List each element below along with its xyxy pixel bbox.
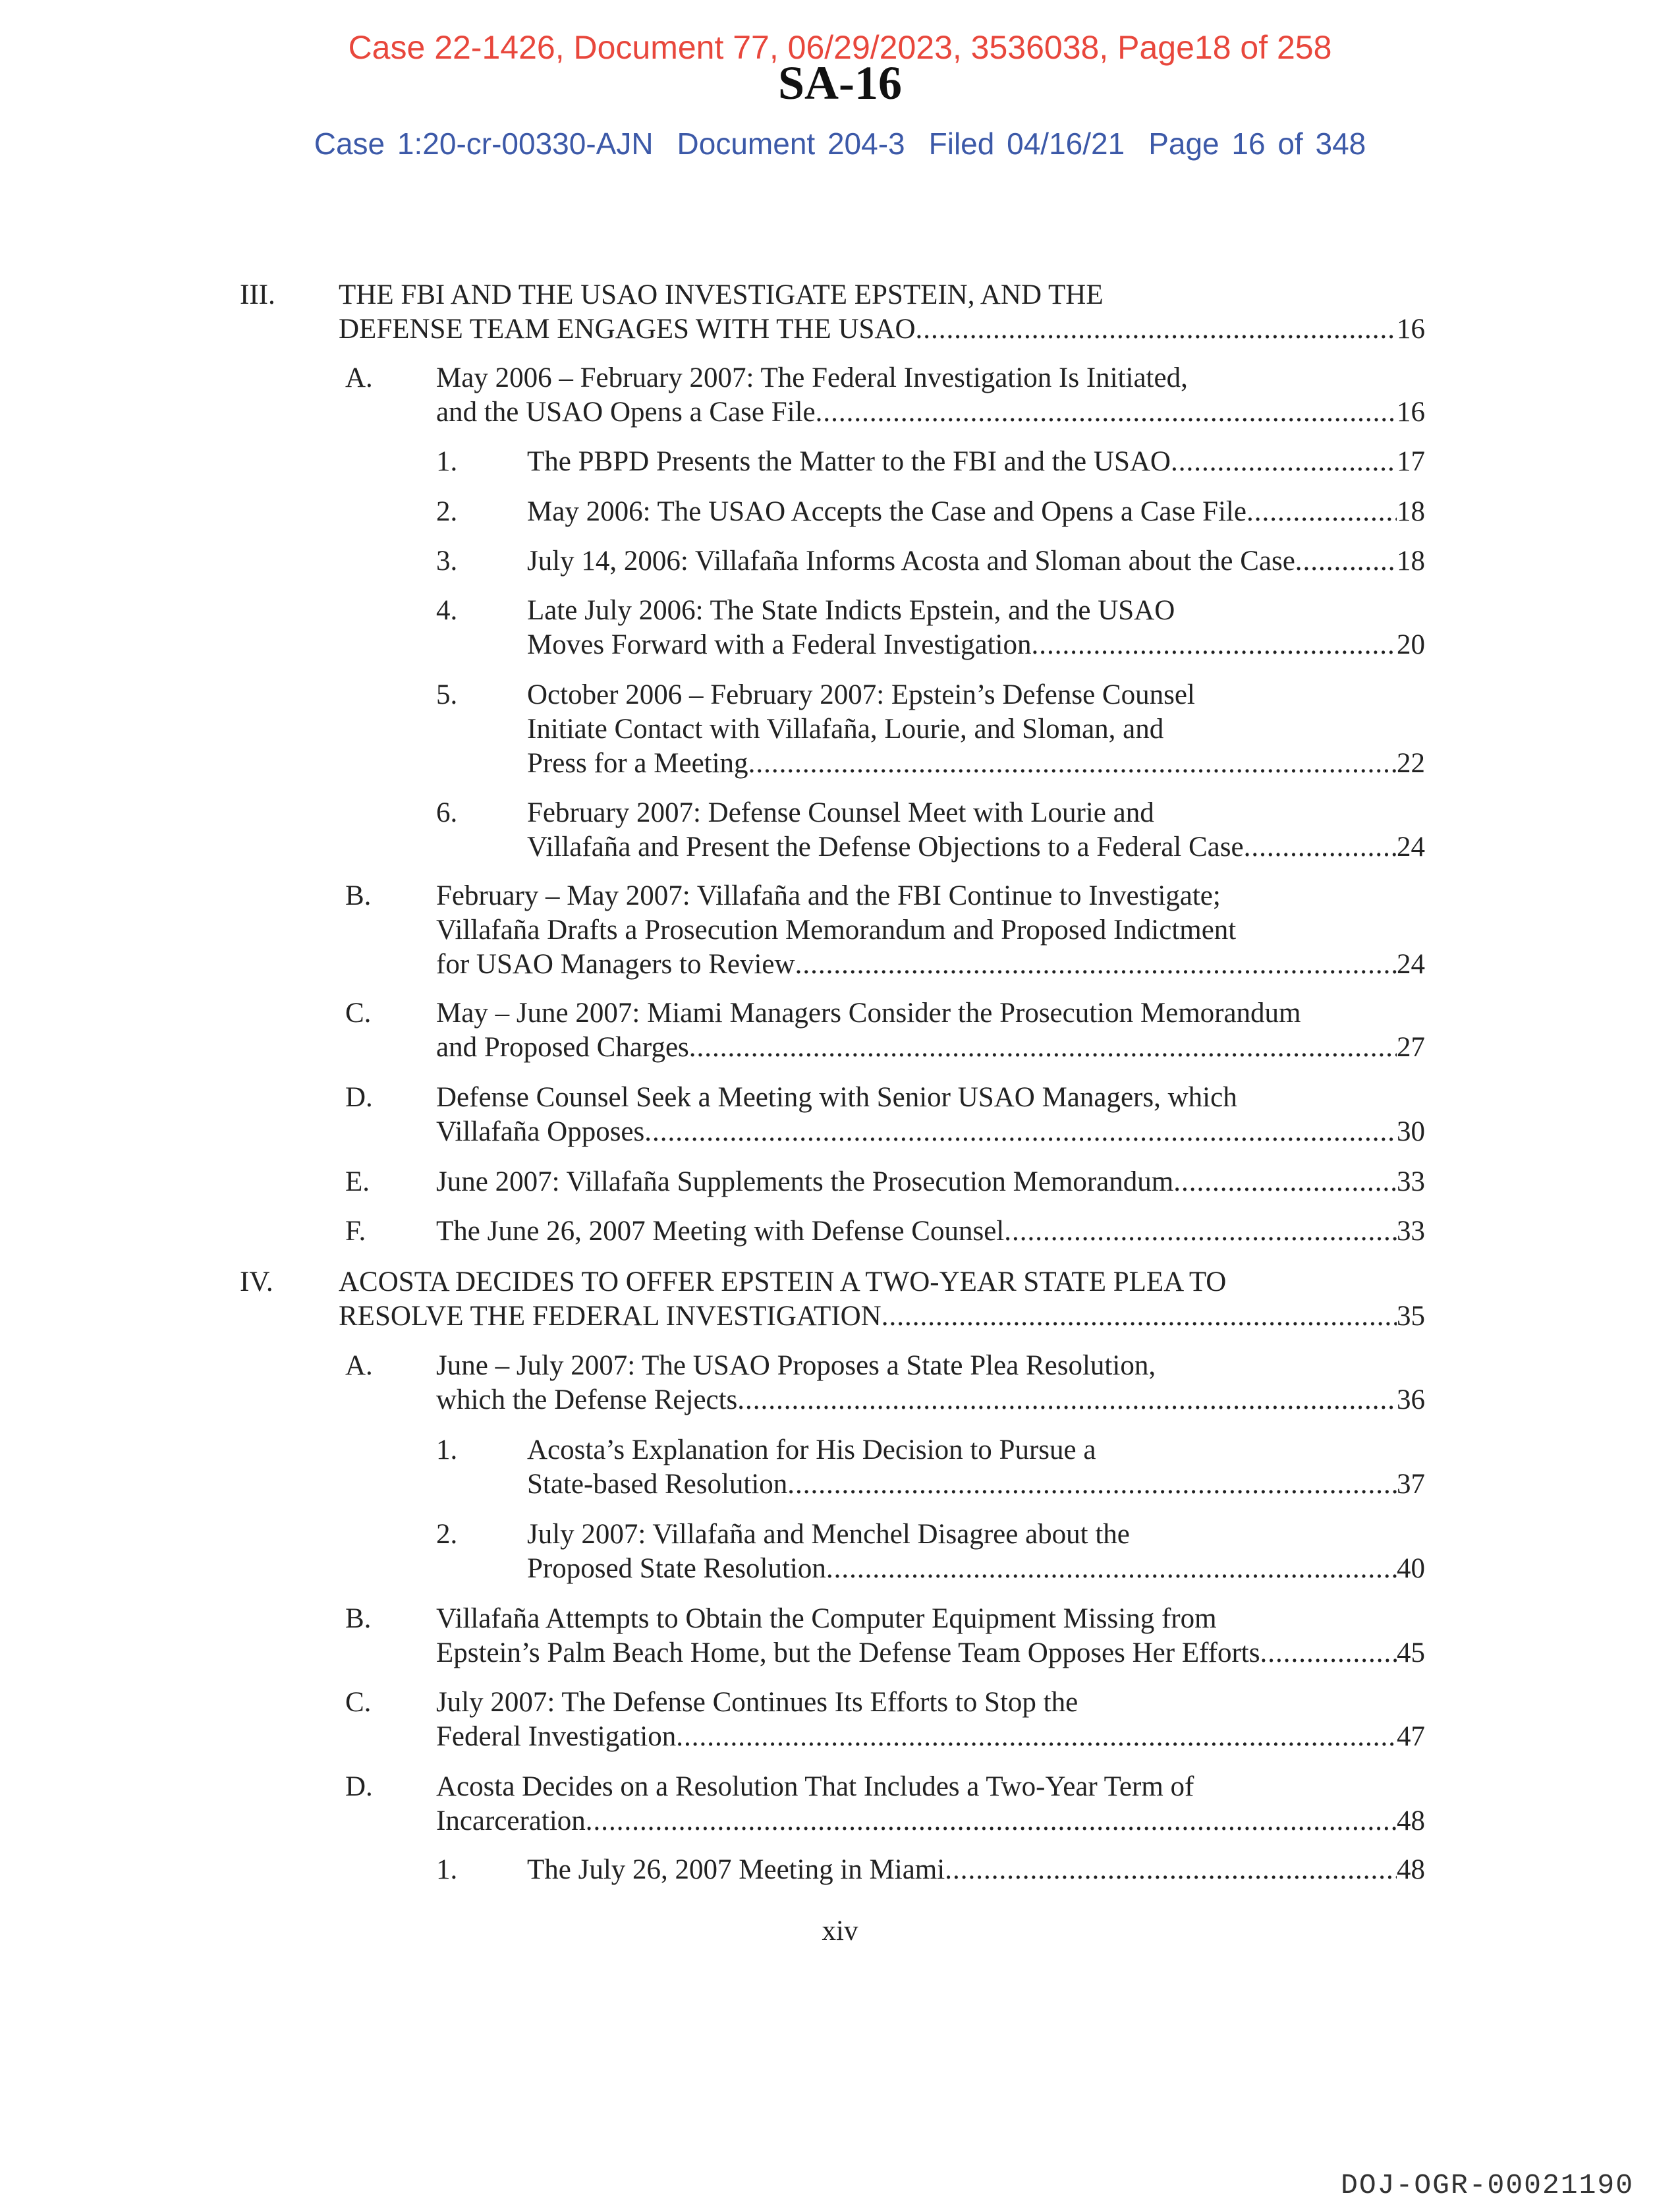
toc-entry-title-line: June 2007: Villafaña Supplements the Prosecution Memorandum (436, 1166, 1174, 1197)
toc-entry-title-line: Acosta Decides on a Resolution That Includes a Two-Year Term of (436, 1771, 1194, 1802)
toc-entry-number: B. (345, 1603, 372, 1634)
toc-entry-number: D. (345, 1771, 373, 1802)
toc-page-number: 45 (1397, 1637, 1425, 1668)
toc-page-number: 20 (1397, 629, 1425, 660)
toc-page-number: 16 (1397, 314, 1425, 345)
toc-entry-title-line: The June 26, 2007 Meeting with Defense Counsel (436, 1216, 1005, 1247)
toc-entry-title-line: February 2007: Defense Counsel Meet with Lourie and (527, 797, 1154, 828)
toc-entry-title-line: Villafaña and Present the Defense Objections to a Federal Case (527, 832, 1244, 863)
toc-entry-number: 6. (436, 797, 458, 828)
toc-entry-number: A. (345, 362, 373, 393)
dot-leader (644, 1115, 1397, 1149)
toc-page-number: 36 (1397, 1384, 1425, 1415)
toc-entry-title-line: October 2006 – February 2007: Epstein’s Defense Counsel (527, 679, 1195, 710)
toc-entry-number: 2. (436, 496, 458, 527)
dot-leader (945, 1853, 1397, 1887)
dot-leader (737, 1383, 1397, 1417)
toc-entry-title-line: Epstein’s Palm Beach Home, but the Defense Team Opposes Her Efforts (436, 1637, 1260, 1668)
toc-entry-title-line: and the USAO Opens a Case File (436, 397, 816, 428)
dot-leader (1260, 1636, 1397, 1670)
dot-leader (1004, 1214, 1397, 1249)
toc-entry-title-line: May 2006: The USAO Accepts the Case and Opens a Case File (527, 496, 1246, 527)
dot-leader (689, 1031, 1397, 1065)
dot-leader (1295, 544, 1397, 579)
sa-page-label: SA-16 (777, 57, 902, 109)
toc-page-number: 24 (1397, 949, 1425, 980)
toc-entry-title-line: Initiate Contact with Villafaña, Lourie, and Sloman, and (527, 714, 1164, 745)
toc-entry-title-line: which the Defense Rejects (436, 1384, 738, 1415)
toc-entry-title-line: Villafaña Attempts to Obtain the Computer Equipment Missing from (436, 1603, 1217, 1634)
toc-entry-number: 5. (436, 679, 458, 710)
toc-entry-title-line: June – July 2007: The USAO Proposes a State Plea Resolution, (436, 1350, 1156, 1381)
toc-entry-title-line: Late July 2006: The State Indicts Epstein, and the USAO (527, 595, 1175, 626)
toc-entry-title-line: The July 26, 2007 Meeting in Miami (527, 1854, 945, 1885)
toc-page-number: 27 (1397, 1032, 1425, 1063)
toc-entry-title-line: The PBPD Presents the Matter to the FBI and the USAO (527, 446, 1171, 477)
filing-document: Document 204-3 (677, 127, 905, 161)
dot-leader (1244, 830, 1397, 865)
toc-page-number: 47 (1397, 1721, 1425, 1752)
toc-entry-number: B. (345, 880, 372, 911)
district-filing-header (0, 125, 1680, 162)
toc-page-number: 33 (1397, 1166, 1425, 1197)
filing-date: Filed 04/16/21 (928, 127, 1125, 161)
dot-leader (1246, 495, 1397, 529)
bates-stamp: DOJ-OGR-00021190 (1341, 2169, 1634, 2201)
toc-entry-title-line: Incarceration (436, 1805, 586, 1836)
toc-page-number: 18 (1397, 546, 1425, 577)
toc-entry-number: 3. (436, 546, 458, 577)
toc-entry-number: IV. (240, 1266, 273, 1297)
toc-page-number: 48 (1397, 1805, 1425, 1836)
toc-entry-title-line: Proposed State Resolution (527, 1553, 826, 1584)
toc-entry-number: F. (345, 1216, 366, 1247)
toc-entry-number: 4. (436, 595, 458, 626)
toc-entry-title-line: Villafaña Drafts a Prosecution Memorandum and Proposed Indictment (436, 915, 1237, 946)
toc-page-number: 16 (1397, 397, 1425, 428)
dot-leader (882, 1299, 1397, 1334)
dot-leader (748, 747, 1397, 781)
toc-page-number: 48 (1397, 1854, 1425, 1885)
toc-entry-number: III. (240, 279, 275, 310)
dot-leader (826, 1552, 1397, 1586)
toc-entry-title-line: and Proposed Charges (436, 1032, 689, 1063)
toc-entry-title-line: May 2006 – February 2007: The Federal Investigation Is Initiated, (436, 362, 1188, 393)
dot-leader (916, 312, 1397, 347)
toc-entry-title-line: Acosta’s Explanation for His Decision to Pursue a (527, 1434, 1096, 1465)
toc-entry-title-line: May – June 2007: Miami Managers Consider the Prosecution Memorandum (436, 998, 1301, 1029)
toc-page-number: 22 (1397, 748, 1425, 779)
toc-entry-title-line: DEFENSE TEAM ENGAGES WITH THE USAO (339, 314, 916, 345)
toc-page-number: 30 (1397, 1116, 1425, 1147)
dot-leader (787, 1467, 1397, 1502)
toc-entry-number: D. (345, 1082, 373, 1113)
toc-entry-number: 2. (436, 1519, 458, 1550)
toc-page-number: 37 (1397, 1469, 1425, 1500)
toc-entry-number: 1. (436, 446, 458, 477)
toc-entry-number: C. (345, 1687, 372, 1718)
toc-entry-number: E. (345, 1166, 370, 1197)
toc-entry-title-line: State-based Resolution (527, 1469, 788, 1500)
toc-entry-title-line: February – May 2007: Villafaña and the FBI Continue to Investigate; (436, 880, 1221, 911)
toc-entry-title-line: for USAO Managers to Review (436, 949, 795, 980)
toc-entry-number: A. (345, 1350, 373, 1381)
dot-leader (795, 948, 1397, 982)
toc-entry-title-line: Federal Investigation (436, 1721, 677, 1752)
toc-page-number: 18 (1397, 496, 1425, 527)
toc-entry-title-line: July 2007: The Defense Continues Its Efforts to Stop the (436, 1687, 1078, 1718)
toc-entry-title-line: RESOLVE THE FEDERAL INVESTIGATION (339, 1301, 882, 1332)
toc-entry-title-line: July 2007: Villafaña and Menchel Disagree about the (527, 1519, 1130, 1550)
toc-entry-title-line: Defense Counsel Seek a Meeting with Senior USAO Managers, which (436, 1082, 1237, 1113)
page-number-roman: xiv (822, 1915, 858, 1946)
toc-page-number: 40 (1397, 1553, 1425, 1584)
toc-entry-title-line: Moves Forward with a Federal Investigation (527, 629, 1032, 660)
toc-entry-number: 1. (436, 1434, 458, 1465)
filing-page: Page 16 of 348 (1148, 127, 1366, 161)
toc-entry-title-line: July 14, 2006: Villafaña Informs Acosta and Sloman about the Case (527, 546, 1295, 577)
dot-leader (816, 395, 1397, 430)
dot-leader (586, 1804, 1397, 1838)
appellate-case-header: Case 22-1426, Document 77, 06/29/2023, 3536038, Page18 of 258 (348, 29, 1332, 66)
dot-leader (1171, 445, 1397, 479)
dot-leader (676, 1720, 1397, 1754)
toc-entry-title-line: Villafaña Opposes (436, 1116, 645, 1147)
toc-page-number: 35 (1397, 1301, 1425, 1332)
filing-case: Case 1:20-cr-00330-AJN (314, 127, 654, 161)
toc-entry-number: 1. (436, 1854, 458, 1885)
dot-leader (1173, 1165, 1397, 1199)
toc-entry-number: C. (345, 998, 372, 1029)
toc-page-number: 17 (1397, 446, 1425, 477)
toc-entry-title-line: Press for a Meeting (527, 748, 748, 779)
toc-entry-title-line: ACOSTA DECIDES TO OFFER EPSTEIN A TWO-YEAR STATE PLEA TO (339, 1266, 1227, 1297)
toc-page-number: 24 (1397, 832, 1425, 863)
dot-leader (1031, 628, 1397, 662)
toc-page-number: 33 (1397, 1216, 1425, 1247)
toc-entry-title-line: THE FBI AND THE USAO INVESTIGATE EPSTEIN, AND THE (339, 279, 1104, 310)
